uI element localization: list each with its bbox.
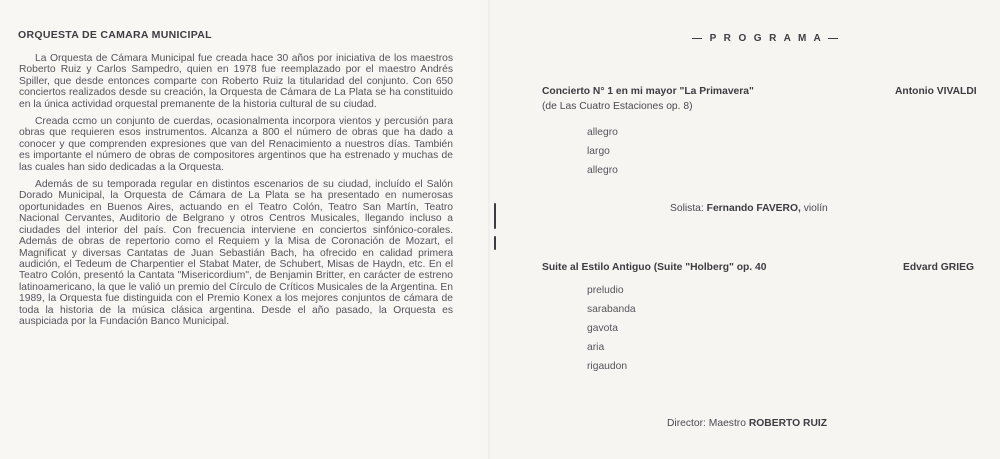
work2-title: Suite al Estilo Antiguo (Suite "Holberg" op. 40 (542, 262, 767, 273)
director-label: Director: Maestro (667, 418, 746, 429)
soloist-label: Solista: (670, 203, 704, 214)
work2-composer-last: GRIEG (940, 262, 974, 273)
director-line (667, 418, 827, 429)
work2-movement-1: preludio (587, 285, 624, 296)
work1-composer-last: VIVALDI (936, 86, 977, 97)
paragraph-repertoire: Creada ccmo un conjunto de cuerdas, ocasionalmenta incorpora vientos y percusión para obras que requieren esos instrumentos. Alcanza a 800 el número de obras que ha dado a conocer y que comprenden expresiones que van del Renacimiento a nuestros días. También es importante el número de obras de compositores argentinos que ha estrenado y muchas de las cuales han sido dedicadas a la Orquesta. (19, 116, 453, 173)
work1-movement-1: allegro (587, 127, 618, 138)
soloist-name: Fernando FAVERO, (706, 203, 801, 214)
work2-movement-4: aria (587, 342, 605, 353)
paragraph-history: La Orquesta de Cámara Municipal fue creada hace 30 años por iniciativa de los maestros Roberto Ruiz y Carlos Sampedro, quien en 1978 fue reemplazado por el maestro Andrés Spiller, que desde entonces comparte con Roberto Ruiz la titularidad del conjunto. Con 650 conciertos realizados desde su creación, la Orquesta de Cámara de La Plata se ha constituido en la única actividad orquestal premanente de la historia cultural de su ciudad. (19, 53, 453, 110)
work1-subtitle: (de Las Cuatro Estaciones op. 8) (542, 101, 693, 112)
work1-composer (895, 86, 977, 97)
work1-composer-first: Antonio (895, 86, 934, 97)
soloist-instrument: violín (803, 203, 828, 214)
work2-movement-2: sarabanda (587, 304, 636, 315)
orchestra-description (19, 53, 453, 333)
right-page (490, 0, 1000, 459)
director-name: ROBERTO RUIZ (748, 418, 828, 429)
work1-movement-2: largo (587, 146, 610, 157)
work2-movement-3: gavota (587, 323, 618, 334)
fold-mark-lower (494, 236, 496, 250)
programa-title: — P R O G R A M A — (692, 33, 841, 44)
work2-movement-5: rigaudon (587, 361, 628, 372)
work2-composer (903, 262, 974, 273)
soloist-line (670, 203, 828, 214)
paragraph-performances: Además de su temporada regular en distintos escenarios de su ciudad, incluído el Salón Dorado Municipal, la Orquesta de Cámara de La Plata se ha presentado en numerosas oportunidades en Buenos Aires, actuando en el Teatro Colón, Teatro San Martín, Teatro Nacional Cervantes, Auditorio de Belgrano y otros Centros Musicales, llegando incluso a ciudades del interior del país. Con frecuencia interviene en conciertos sinfónico-corales. Además de obras de repertorio como el Requiem y la Misa de Coronación de Mozart, el Magnificat y diversas Cantatas de Juan Sebastián Bach, ha ofrecido en calidad primera audición, el Tedeum de Charpentier el Stabat Mater, de Schubert, Misas de Haydn, etc. En el Teatro Colón, presentó la Cantata "Misericordium", de Benjamin Britter, en carácter de estreno latinoamericano, la que le valió un premio del Círculo de Críticos Musicales de la Argentina. En 1989, la Orquesta fue distinguida con el Premio Konex a los mejores conjuntos de cámara de toda la historia de la música clásica argentina. Desde el año pasado, la Orquesta es auspiciada por la Fundación Banco Municipal. (19, 179, 453, 327)
orchestra-heading: ORQUESTA DE CAMARA MUNICIPAL (18, 29, 212, 41)
fold-mark-upper (494, 203, 496, 229)
work1-title: Concierto N° 1 en mi mayor "La Primavera" (542, 86, 754, 97)
work2-composer-first: Edvard (903, 262, 938, 273)
work1-movement-3: allegro (587, 165, 618, 176)
